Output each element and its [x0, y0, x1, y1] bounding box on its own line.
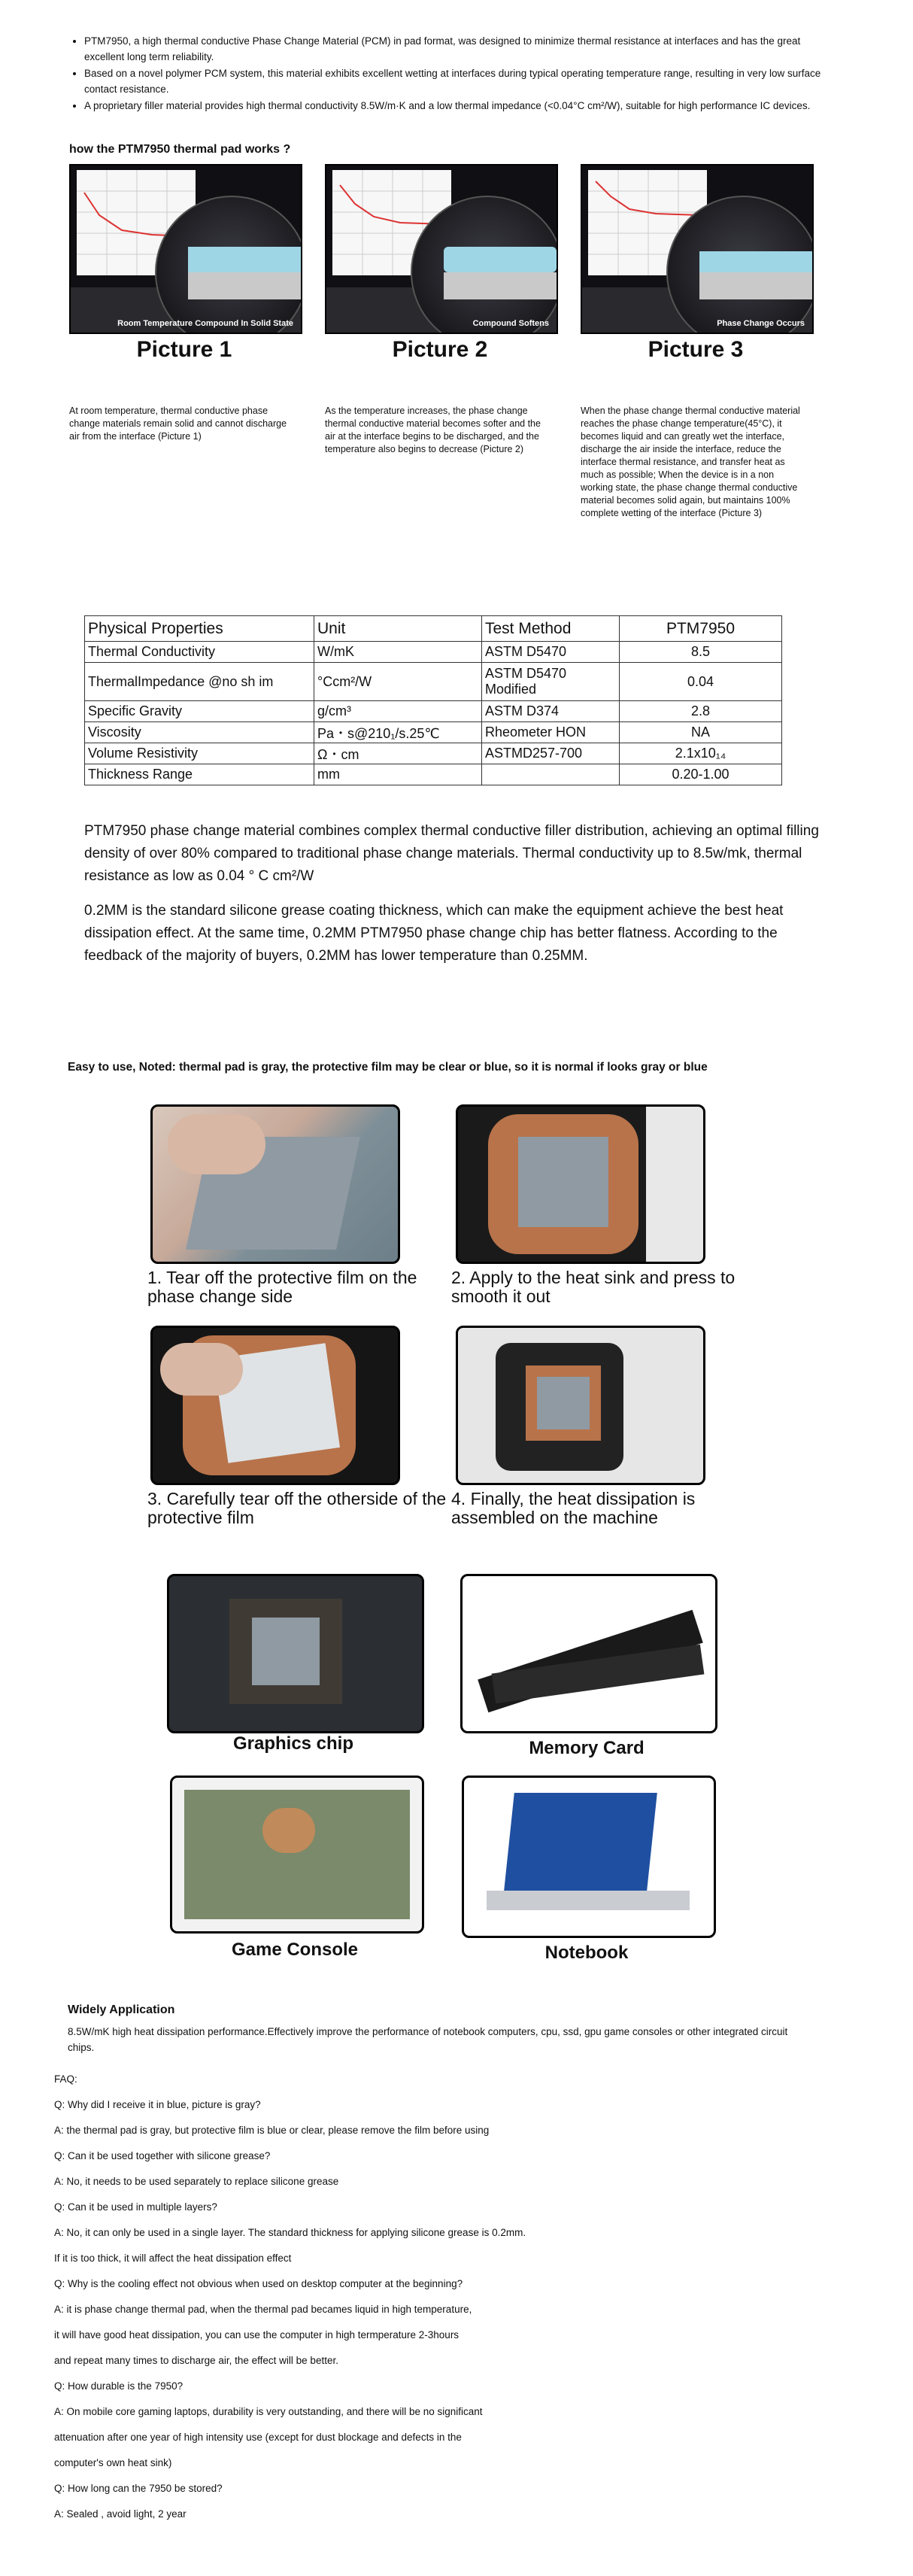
column-header: Unit	[314, 616, 482, 642]
faq-line: A: No, it needs to be used separately to replace silicone grease	[54, 2176, 339, 2187]
step-4-photo	[456, 1326, 705, 1485]
faq-line: attenuation after one year of high intensity use (except for dust blockage and defects in the	[54, 2432, 462, 2443]
widely-application-heading: Widely Application	[68, 2003, 175, 2016]
finger-graphic	[168, 1114, 265, 1174]
picture-caption: Compound Softens	[472, 319, 549, 328]
intro-bullet: • A proprietary filler material provides high thermal conductivity 8.5W/m·K and a low thermal impedance (<0.04°C cm²/W), suitable for high performance IC devices.	[84, 98, 836, 114]
step-caption: 3. Carefully tear off the otherside of the protective film	[147, 1489, 447, 1527]
memory-card-photo	[460, 1574, 717, 1733]
table-cell: 2.1x10₁₄	[620, 743, 782, 764]
faq-line: computer's own heat sink)	[54, 2457, 172, 2468]
faq-line: A: On mobile core gaming laptops, durability is very outstanding, and there will be no significant	[54, 2406, 483, 2417]
table-cell: W/mK	[314, 642, 482, 663]
pad-graphic	[518, 1137, 608, 1227]
table-cell: ASTMD257-700	[482, 743, 620, 764]
faq-line: Q: How durable is the 7950?	[54, 2380, 184, 2392]
step-caption: 1. Tear off the protective film on the phase change side	[147, 1268, 417, 1306]
table-cell: mm	[314, 764, 482, 785]
intro-bullet: • PTM7950, a high thermal conductive Phase Change Material (PCM) in pad format, was designed to minimize thermal resistance at interfaces and has the great excellent long term reliability.	[84, 33, 836, 65]
fan-graphic	[646, 1107, 703, 1262]
picture-description: At room temperature, thermal conductive phase change materials remain solid and cannot discharge air from the interface (Picture 1)	[69, 406, 287, 442]
table-row	[85, 642, 782, 663]
game-console-photo	[170, 1776, 424, 1934]
table-cell: Thickness Range	[85, 764, 314, 785]
table-row	[85, 722, 782, 743]
application-label: Graphics chip	[232, 1733, 354, 1754]
pad-layer-graphic	[444, 247, 557, 272]
picture-3-image	[581, 164, 814, 334]
intro-bullet: • Based on a novel polymer PCM system, this material exhibits excellent wetting at interfaces during typical operating temperature range, resulting in very low surface contact resistance.	[84, 65, 836, 97]
chip-graphic	[252, 1618, 320, 1685]
faq-line: Q: Can it be used together with silicone grease?	[54, 2150, 271, 2161]
picture-description: As the temperature increases, the phase change thermal conductive material becomes softer and the air at the interface begins to be discharged, and the temperature also begins to decrease (Picture 2)	[325, 406, 541, 454]
table-cell: ThermalImpedance @no sh im	[85, 663, 314, 701]
picture-1-image	[69, 164, 302, 334]
faq-line: A: No, it can only be used in a single layer. The standard thickness for applying silicone grease is 0.2mm.	[54, 2227, 526, 2238]
table-cell: Viscosity	[85, 722, 314, 743]
faq-line: and repeat many times to discharge air, the effect will be better.	[54, 2355, 338, 2366]
picture-title: Picture 1	[136, 337, 232, 362]
plate-graphic	[444, 272, 557, 299]
table-cell: ASTM D5470	[482, 642, 620, 663]
faq-line: Q: Why is the cooling effect not obvious when used on desktop computer at the beginning?	[54, 2278, 463, 2289]
table-cell: 8.5	[620, 642, 782, 663]
table-row	[85, 663, 782, 701]
table-header-row	[85, 616, 782, 642]
column-header: Physical Properties	[85, 616, 314, 642]
table-cell: ASTM D374	[482, 701, 620, 722]
pad-layer-graphic	[699, 251, 812, 272]
table-cell: 0.04	[620, 663, 782, 701]
faq-line: Q: Why did I receive it in blue, picture is gray?	[54, 2099, 261, 2110]
table-cell: Rheometer HON	[482, 722, 620, 743]
plate-graphic	[699, 272, 812, 299]
step-caption: 2. Apply to the heat sink and press to smooth it out	[451, 1268, 736, 1306]
usage-note: Easy to use, Noted: thermal pad is gray, the protective film may be clear or blue, so it is normal if looks gray or blue	[68, 1061, 708, 1074]
table-cell: Specific Gravity	[85, 701, 314, 722]
table-cell: g/cm³	[314, 701, 482, 722]
plate-graphic	[188, 272, 301, 299]
pad-layer-graphic	[188, 247, 301, 272]
step-1-photo	[150, 1104, 400, 1264]
table-row	[85, 743, 782, 764]
table-cell: °Ccm²/W	[314, 663, 482, 701]
properties-table	[84, 615, 782, 785]
column-header: PTM7950	[620, 616, 782, 642]
application-label: Memory Card	[529, 1738, 645, 1758]
table-cell: Thermal Conductivity	[85, 642, 314, 663]
pad-graphic	[537, 1377, 590, 1429]
faq-line: Q: Can it be used in multiple layers?	[54, 2201, 217, 2213]
picture-description: When the phase change thermal conductive material reaches the phase change temperature(45°C), it becomes liquid and can greatly wet the interface, discharge the air inside the interface, reduce the interface thermal resistance, and transfer heat as much as possible; When the device is in a non working state, the phase change thermal conductive material becomes solid again, but maintains 100% complete wetting of the interface (Picture 3)	[581, 406, 800, 518]
table-cell: 0.20-1.00	[620, 764, 782, 785]
faq-line: A: Sealed , avoid light, 2 year	[54, 2508, 187, 2520]
intro-bullet-list	[68, 33, 836, 114]
laptop-screen-graphic	[504, 1793, 657, 1891]
faq-line: A: the thermal pad is gray, but protective film is blue or clear, please remove the film before using	[54, 2125, 490, 2136]
graphics-chip-photo	[167, 1574, 424, 1733]
laptop-base-graphic	[487, 1891, 690, 1910]
table-cell	[482, 764, 620, 785]
table-cell: Volume Resistivity	[85, 743, 314, 764]
table-cell: NA	[620, 722, 782, 743]
step-3-photo	[150, 1326, 400, 1485]
application-label: Notebook	[544, 1943, 629, 1963]
step-2-photo	[456, 1104, 705, 1264]
picture-title: Picture 3	[648, 337, 744, 362]
step-caption: 4. Finally, the heat dissipation is assembled on the machine	[451, 1489, 696, 1527]
table-cell: Pa・s@210₁/s.25℃	[314, 722, 482, 743]
picture-title: Picture 2	[392, 337, 488, 362]
widely-application-text: 8.5W/mK high heat dissipation performance.Effectively improve the performance of notebook computers, cpu, ssd, gpu game consoles or other integrated circuit chips.	[68, 2026, 788, 2053]
table-cell: Ω・cm	[314, 743, 482, 764]
faq-line: FAQ:	[54, 2073, 77, 2085]
table-row	[85, 701, 782, 722]
table-cell: ASTM D5470 Modified	[482, 663, 620, 701]
picture-caption: Room Temperature Compound In Solid State	[117, 319, 293, 328]
application-label: Game Console	[231, 1940, 359, 1960]
works-heading: how the PTM7950 thermal pad works ?	[69, 143, 291, 156]
picture-2-image	[325, 164, 558, 334]
faq-line: it will have good heat dissipation, you can use the computer in high termperature 2-3hours	[54, 2329, 460, 2341]
column-header: Test Method	[482, 616, 620, 642]
description-paragraph: 0.2MM is the standard silicone grease coating thickness, which can make the equipment achieve the best heat dissipation effect. At the same time, 0.2MM PTM7950 phase change chip has better flatness. According to the feedback of the majority of buyers, 0.2MM has lower temperature than 0.25MM.	[84, 903, 784, 964]
faq-line: If it is too thick, it will affect the heat dissipation effect	[54, 2252, 292, 2264]
faq-line: A: it is phase change thermal pad, when the thermal pad becames liquid in high temperature,	[54, 2304, 472, 2315]
fan-graphic	[262, 1808, 315, 1853]
notebook-photo	[462, 1776, 716, 1938]
table-row	[85, 764, 782, 785]
picture-caption: Phase Change Occurs	[717, 319, 805, 328]
description-paragraph: PTM7950 phase change material combines complex thermal conductive filler distribution, achieving an optimal filling density of over 80% compared to traditional phase change materials. Thermal conductivity up to 8.5w/mk, thermal resistance as low as 0.04 ° C cm²/W	[84, 823, 819, 884]
faq-line: Q: How long can the 7950 be stored?	[54, 2483, 223, 2494]
finger-graphic	[160, 1343, 243, 1396]
table-cell: 2.8	[620, 701, 782, 722]
